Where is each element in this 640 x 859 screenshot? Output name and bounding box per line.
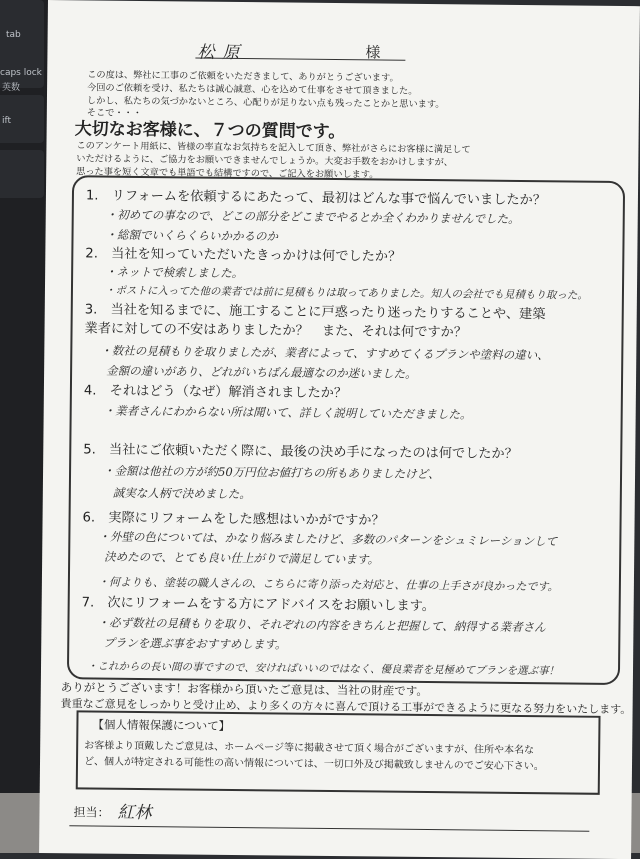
privacy-line: ど、個人が特定される可能性の高い情報については、一切口外及び掲載致しませんのでご安心下さい。 <box>83 756 544 773</box>
answer-2-line: ・ポストに入ってた他の業者では前に見積もりは取ってありました。知人の会社でも見積もり取った。 <box>104 284 588 302</box>
question-3: 3. 当社を知るまでに、施工することに戸惑ったり迷ったりすることや、建築業者に対しての不安はありましたか？ また、それは何ですか？ <box>84 302 546 341</box>
key-tab-label: tab <box>6 30 21 40</box>
answer-1-line: ・初めての事なので、どこの部分をどこまでやるとか全くわかりませんでした。 <box>105 207 520 226</box>
answer-7-line: ・必ず数社の見積もりを取り、それぞれの内容をきちんと把握して、納得する業者さん <box>97 615 546 635</box>
customer-name: 松原 <box>197 42 248 64</box>
question-5: 5. 当社にご依頼いただく際に、最後の決め手になったのは何でしたか？ <box>83 442 518 462</box>
privacy-title: 【個人情報保護について】 <box>92 717 231 733</box>
privacy-line: お客様より頂戴したご意見は、ホームページ等に掲載させて頂く場合がございますが、住所や本名な <box>84 740 535 757</box>
honorific: 様 <box>365 43 381 62</box>
closing-line: 貴重なご意見をしっかりと受け止め、より多くの方々に喜んで頂ける工事ができるように更なる努力をいたします。 <box>60 697 632 717</box>
answer-1-line: ・総額でいくらくらいかかるのか <box>105 227 279 244</box>
answer-4-line: ・業者さんにわからない所は聞いて、詳しく説明していただきました。 <box>103 403 472 422</box>
survey-sheet <box>39 0 640 859</box>
closing-line: ありがとうございます！お客様から頂いたご意見は、当社の財産です。 <box>60 680 428 699</box>
keyboard-key <box>0 150 44 198</box>
answer-3-line: ・数社の見積もりを取りましたが、業者によって、すすめてくるプランや塗料の違い、 <box>100 343 549 363</box>
staff-name: 紅林 <box>117 802 152 824</box>
answer-6-line: ・何よりも、塗装の職人さんの、こちらに寄り添った対応と、仕事の上手さが良かったです。 <box>97 575 559 594</box>
answer-6-line: ・外壁の色については、かなり悩みましたけど、多数のパターンをシュミレーションして <box>98 529 558 549</box>
intro-line: そこで・・・ <box>86 107 142 119</box>
intro-line: 今回のご依頼を受け、私たちは誠心誠意、心を込めて仕事をさせて頂きました。 <box>87 82 418 97</box>
key-capslock-label: caps lock <box>0 68 42 78</box>
answer-7-line: プランを選ぶ事をおすすめします。 <box>103 635 287 652</box>
answer-5-line: ・金額は他社の方が約50万円位お値打ちの所もありましたけど、 <box>103 463 440 482</box>
subtext-line: このアンケート用紙に、皆様の率直なお気持ちを記入して頂き、弊社がさらにお客様に満足して <box>76 140 471 156</box>
subtext-line: 思った事を短く文章でも単語でも結構ですので、ご記入をお願いします。 <box>76 166 379 181</box>
intro-line: しかし、私たちの気づかないところ、心配りが足りない点も残ったことかと思います。 <box>86 95 445 111</box>
question-4: 4. それはどう（なぜ）解消されましたか？ <box>83 383 348 402</box>
question-2: 2. 当社を知っていただいたきっかけは何でしたか？ <box>85 246 402 265</box>
question-6: 6. 実際にリフォームをした感想はいかがですか？ <box>82 510 385 529</box>
answer-6-line: 決めたので、とても良い仕上がりで満足しています。 <box>104 549 380 567</box>
answer-7-line: ・これからの長い間の事ですので、安ければいいのではなく、優良業者を見極めてプランを選ぶ事！ <box>86 660 560 678</box>
staff-label: 担当： <box>73 805 110 820</box>
intro-line: この度は、弊社に工事のご依頼をいただきまして、ありがとうございます。 <box>87 69 399 84</box>
key-shift-label: ift <box>2 116 12 126</box>
answer-2-line: ・ネットで検索しました。 <box>105 264 244 281</box>
question-1: 1. リフォームを依頼するにあたって、最初はどんな事で悩んでいましたか？ <box>85 188 547 209</box>
subtext-line: いただけるように、ご協力をお願いできませんでしょうか。大変お手数をおかけしますが、 <box>76 153 454 169</box>
headline: 大切なお客様に、７つの質問です。 <box>74 119 346 143</box>
key-eisu-label: 英数 <box>2 83 21 93</box>
answer-3-line: 金額の違いがあり、どれがいちばん最適なのか迷いました。 <box>106 363 417 381</box>
staff-underline <box>69 825 589 831</box>
answer-5-line: 誠実な人柄で決めました。 <box>112 485 251 502</box>
question-7: 7. 次にリフォームをする方にアドバイスをお願いします。 <box>81 595 436 615</box>
